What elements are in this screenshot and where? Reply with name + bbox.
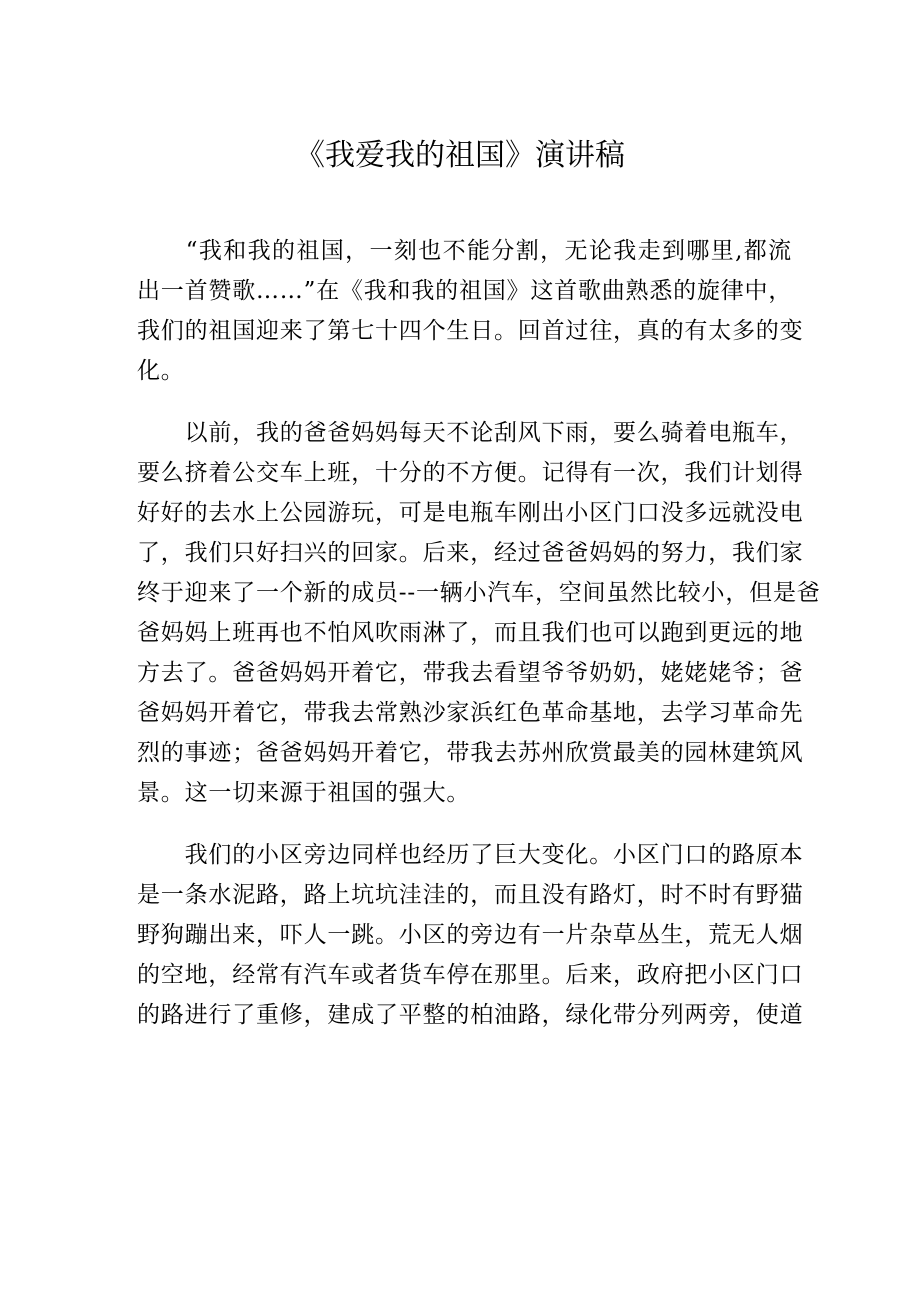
paragraph-line: 烈的事迹；爸爸妈妈开着它，带我去苏州欣赏最美的园林建筑风 (137, 740, 804, 766)
paragraph-line: 野狗蹦出来，吓人一跳。小区的旁边有一片杂草丛生，荒无人烟 (137, 922, 804, 948)
paragraph-line: 以前，我的爸爸妈妈每天不论刮风下雨，要么骑着电瓶车， (137, 420, 804, 446)
document-title: 《我爱我的祖国》演讲稿 (295, 138, 625, 173)
paragraph-line: 的空地，经常有汽车或者货车停在那里。后来，政府把小区门口 (137, 962, 804, 988)
paragraph-line: “我和我的祖国，一刻也不能分割，无论我走到哪里,都流 (137, 238, 792, 264)
paragraph-line: 出一首赞歌……”在《我和我的祖国》这首歌曲熟悉的旋律中， (137, 278, 793, 304)
paragraph-line: 我们的小区旁边同样也经历了巨大变化。小区门口的路原本 (137, 842, 804, 868)
paragraph-line: 化。 (137, 358, 185, 384)
paragraph-2 (137, 413, 821, 815)
document-body (137, 231, 821, 1037)
paragraph-line: 爸妈妈上班再也不怕风吹雨淋了，而且我们也可以跑到更远的地 (137, 620, 804, 646)
paragraph-3 (137, 835, 804, 1037)
paragraph-1 (137, 231, 804, 393)
paragraph-line: 是一条水泥路，路上坑坑洼洼的，而且没有路灯，时不时有野猫 (137, 882, 804, 908)
paragraph-line: 爸妈妈开着它，带我去常熟沙家浜红色革命基地，去学习革命先 (137, 700, 804, 726)
paragraph-line: 要么挤着公交车上班，十分的不方便。记得有一次，我们计划得 (137, 460, 804, 486)
paragraph-line: 终于迎来了一个新的成员--一辆小汽车，空间虽然比较小，但是爸 (137, 580, 821, 606)
paragraph-line: 好好的去水上公园游玩，可是电瓶车刚出小区门口没多远就没电 (137, 500, 804, 526)
paragraph-line: 方去了。爸爸妈妈开着它，带我去看望爷爷奶奶，姥姥姥爷；爸 (137, 660, 804, 686)
paragraph-line: 景。这一切来源于祖国的强大。 (137, 780, 471, 806)
paragraph-line: 的路进行了重修，建成了平整的柏油路，绿化带分列两旁，使道 (137, 1002, 804, 1028)
paragraph-line: 我们的祖国迎来了第七十四个生日。回首过往，真的有太多的变 (137, 318, 804, 344)
paragraph-line: 了，我们只好扫兴的回家。后来，经过爸爸妈妈的努力，我们家 (137, 540, 804, 566)
